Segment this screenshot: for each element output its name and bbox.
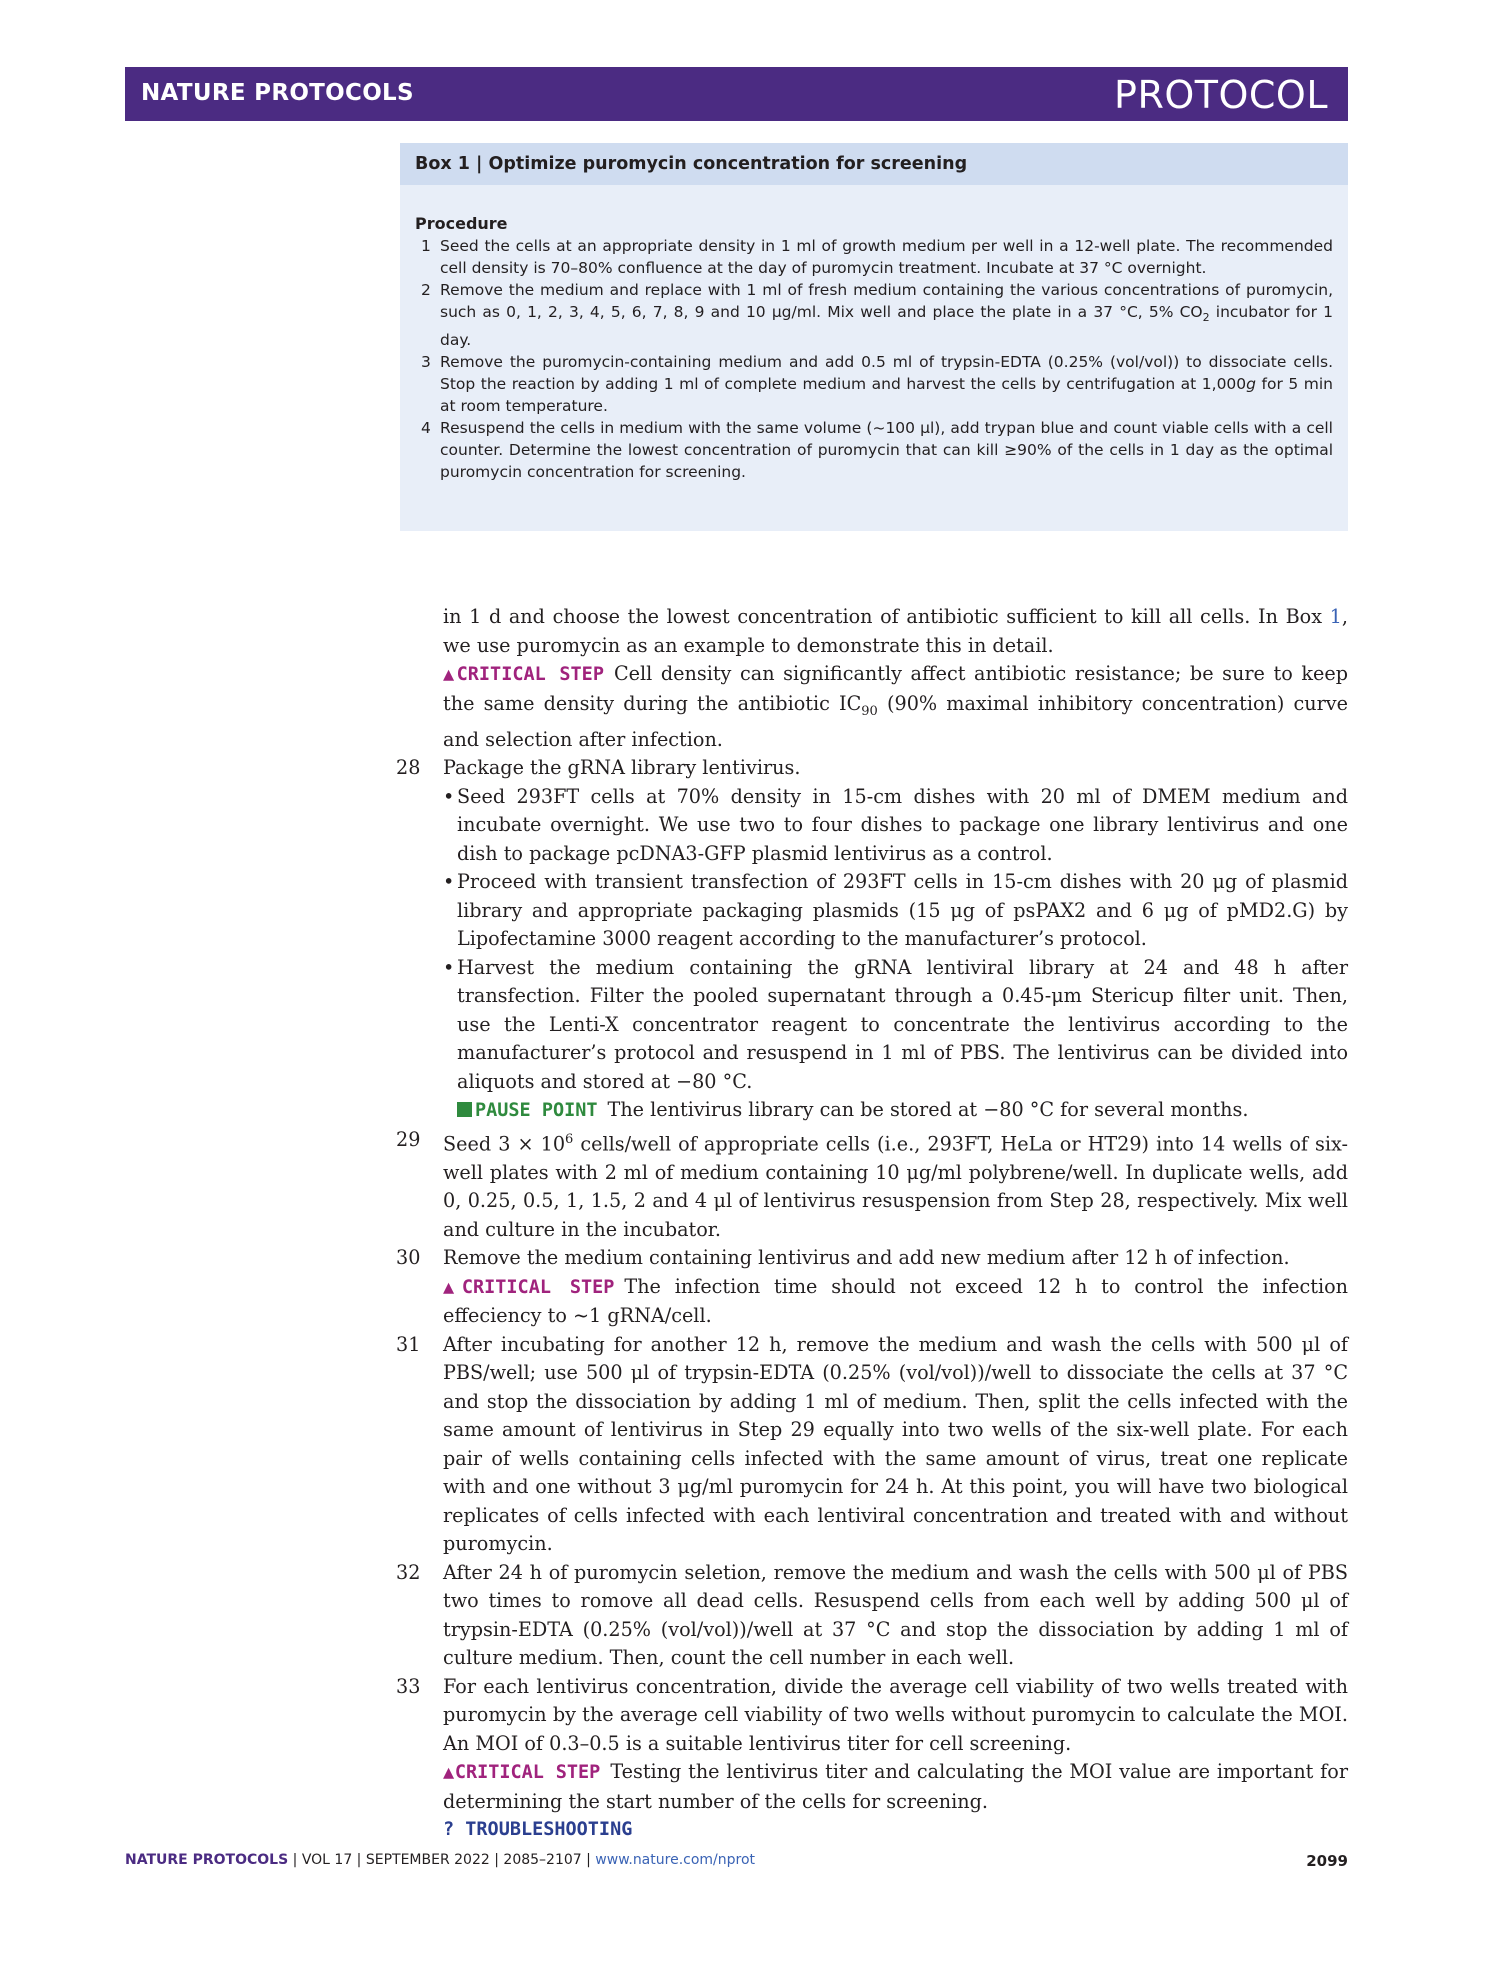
step-number: 31 xyxy=(396,1332,421,1356)
box-step-text: Remove the medium and replace with 1 ml of fresh medium containing the various concentrations of puromycin, such as 0, 1, 2, 3, 4, 5, 6, 7, 8, 9 and 10 μg/ml. Mix well and place the plate in a 37 °C, 5% $CO_2$ incubator for 1 day. xyxy=(440,281,1334,350)
step-number: 33 xyxy=(396,1674,421,1698)
step-29 xyxy=(396,1126,1348,1244)
troubleshooting-link[interactable]: ? TROUBLESHOOTING xyxy=(443,1819,633,1841)
step-number: 32 xyxy=(396,1560,421,1584)
box-step xyxy=(415,279,1333,351)
procedure-heading: Procedure xyxy=(415,214,508,233)
step-number: 30 xyxy=(396,1246,421,1270)
pause-point-label: PAUSE POINT xyxy=(457,1100,598,1121)
list-item: • Harvest the medium containing the gRNA lentiviral library at 24 and 48 h after transfection. Filter the pooled supernatant through a 0.45-μm Stericup filter unit. Then, use the Lenti-X concentrator reagent to concentrate the lentivirus according to the manufacturer’s protocol and resuspend in 1 ml of PBS. The lentivirus can be divided into aliquots and stored at −80 °C. xyxy=(443,955,1348,1093)
step-text: Seed $3 \times 10^6$ cells/well of appropriate cells (i.e., 293FT, HeLa or HT29) into 14 wells of six-well plates with 2 ml of medium containing 10 μg/ml polybrene/well. In duplicate wells, add 0, 0.25, 0.5, 1, 1.5, 2 and 4 μl of lentivirus resuspension from Step 28, respectively. Mix well and culture in the incubator. xyxy=(443,1131,1348,1241)
footer-volume: VOL 17 xyxy=(301,1852,353,1868)
step-30 xyxy=(396,1244,1348,1331)
list-item: • Seed 293FT cells at 70% density in 15-cm dishes with 20 ml of DMEM medium and incubate overnight. We use two to four dishes to package one library lentivirus and one dish to package pcDNA3-GFP plasmid lentivirus as a control. xyxy=(443,784,1348,865)
critical-step-note: ▲CRITICAL STEP The infection time should not exceed 12 h to control the infection effeciency to ~1 gRNA/cell. xyxy=(443,1274,1348,1328)
critical-step-label: ▲CRITICAL STEP xyxy=(443,1762,601,1784)
box-step-text: Remove the puromycin-containing medium and add 0.5 ml of trypsin-EDTA (0.25% (vol/vol)) to dissociate cells. Stop the reaction by adding 1 ml of complete medium and harvest the cells by centrifugation at 1,000g for 5 min at room temperature. xyxy=(440,353,1333,416)
step-text: Remove the medium containing lentivirus and add new medium after 12 h of infection. xyxy=(443,1246,1290,1270)
box-1 xyxy=(400,143,1348,531)
box-step xyxy=(415,235,1333,279)
step-text: For each lentivirus concentration, divide the average cell viability of two wells treated with puromycin by the average cell viability of two wells without puromycin to calculate the MOI. An MOI of 0.3–0.5 is a suitable lentivirus titer for cell screening. xyxy=(443,1674,1348,1755)
box-body xyxy=(400,185,1348,483)
box-step-number: 3 xyxy=(421,353,431,372)
footer-journal: NATURE PROTOCOLS xyxy=(125,1852,289,1868)
main-text xyxy=(396,603,1348,1845)
step-text: After 24 h of puromycin seletion, remove the medium and wash the cells with 500 μl of PBS two times to romove all dead cells. Resuspend cells from each well by adding 500 μl of trypsin-EDTA (0.25% (vol/vol))/well at 37 °C and stop the dissociation by adding 1 ml of culture medium. Then, count the cell number in each well. xyxy=(443,1560,1348,1670)
step-number: 28 xyxy=(396,756,421,780)
step-28 xyxy=(396,754,1348,1126)
journal-name: NATURE PROTOCOLS xyxy=(141,80,414,106)
critical-step-label: ▲CRITICAL STEP xyxy=(443,1276,615,1298)
box-step-number: 2 xyxy=(421,281,431,299)
pause-point-note: PAUSE POINT The lentivirus library can be stored at −80 °C for several months. xyxy=(443,1096,1348,1126)
step-number: 29 xyxy=(396,1127,421,1151)
footer-date: SEPTEMBER 2022 xyxy=(365,1852,490,1868)
box-step xyxy=(415,351,1333,417)
critical-step-note: ▲CRITICAL STEP Cell density can significantly affect antibiotic resistance; be sure to keep the same density during the antibiotic $IC_{90}$ (90% maximal inhibitory concentration) curve and selection after infection. xyxy=(443,662,1348,751)
box-step-text: Resuspend the cells in medium with the same volume (~100 μl), add trypan blue and count viable cells with a cell counter. Determine the lowest concentration of puromycin that can kill ≥90% of the cells in 1 day as the optimal puromycin concentration for screening. xyxy=(440,419,1333,482)
list-item: • Proceed with transient transfection of 293FT cells in 15-cm dishes with 20 μg of plasmid library and appropriate packaging plasmids (15 μg of psPAX2 and 6 μg of pMD2.G) by Lipofectamine 3000 reagent according to the manufacturer’s protocol. xyxy=(443,870,1348,951)
footer-url-link[interactable]: www.nature.com/nprot xyxy=(595,1852,756,1868)
box-step xyxy=(415,417,1333,483)
critical-step-note: ▲CRITICAL STEP Testing the lentivirus titer and calculating the MOI value are important for determining the start number of the cells for screening. xyxy=(443,1760,1349,1813)
box-step-number: 4 xyxy=(421,419,431,438)
pause-square-icon xyxy=(457,1102,472,1117)
page-number: 2099 xyxy=(1306,1852,1348,1870)
step-33 xyxy=(396,1673,1348,1845)
section-label: PROTOCOL xyxy=(1114,73,1328,117)
critical-step-label: ▲CRITICAL STEP xyxy=(443,664,604,685)
page-footer: NATURE PROTOCOLS | VOL 17 | SEPTEMBER 2022 | 2085–2107 | www.nature.com/nprot 2099 xyxy=(125,1852,1348,1870)
step-31 xyxy=(396,1331,1348,1559)
step-text: Package the gRNA library lentivirus. xyxy=(443,756,801,780)
step-32 xyxy=(396,1559,1348,1673)
journal-header-bar xyxy=(125,67,1348,121)
footer-pages: 2085–2107 xyxy=(503,1852,582,1868)
box-step-number: 1 xyxy=(421,237,431,255)
intro-paragraph: in 1 d and choose the lowest concentration of antibiotic sufficient to kill all cells. In Box 1, we use puromycin as an example to demonstrate this in detail. xyxy=(443,605,1348,657)
box-1-link[interactable]: 1 xyxy=(1329,605,1342,628)
box-step-text: Seed the cells at an appropriate density in 1 ml of growth medium per well in a 12-well plate. The recommended cell density is 70–80% confluence at the day of puromycin treatment. Incubate at 37 °C overnight. xyxy=(440,237,1333,277)
step-text: After incubating for another 12 h, remove the medium and wash the cells with 500 μl of PBS/well; use 500 μl of trypsin-EDTA (0.25% (vol/vol))/well to dissociate the cells at 37 °C and stop the dissociation by adding 1 ml of medium. Then, split the cells infected with the same amount of lentivirus in Step 29 equally into two wells of the six-well plate. For each pair of wells containing cells infected with the same amount of virus, treat one replicate with and one without 3 μg/ml puromycin for 24 h. At this point, you will have two biological replicates of cells infected with each lentiviral concentration and treated with and without puromycin. xyxy=(443,1332,1348,1556)
box-title: Box 1 | Optimize puromycin concentration for screening xyxy=(400,143,1348,185)
